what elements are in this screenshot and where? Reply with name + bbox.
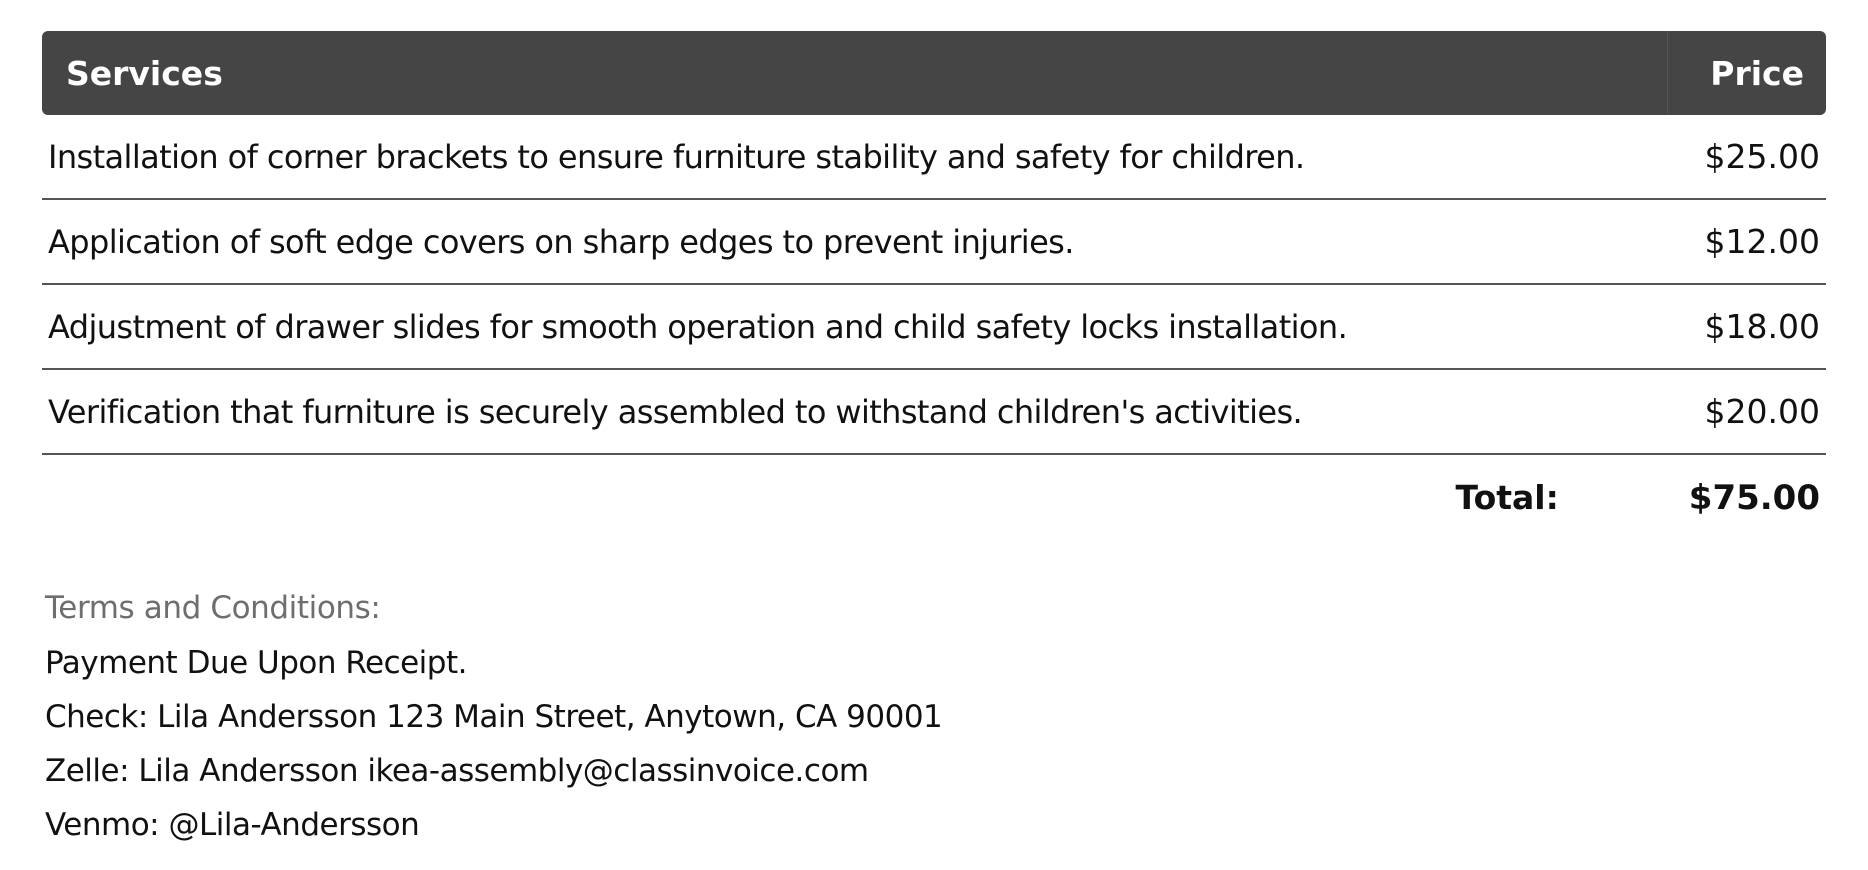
- services-table: [42, 31, 1826, 540]
- column-header-services: Services: [42, 31, 1668, 115]
- table-row: [42, 200, 1826, 285]
- service-description: Verification that furniture is securely assembled to withstand children's activities.: [48, 392, 1303, 431]
- venmo-payment-info: Venmo: @Lila-Andersson: [45, 807, 420, 843]
- terms-heading: Terms and Conditions:: [45, 590, 381, 626]
- table-row: [42, 115, 1826, 200]
- service-price: $12.00: [1704, 222, 1820, 261]
- service-price: $18.00: [1704, 307, 1820, 346]
- service-price: $20.00: [1704, 392, 1820, 431]
- terms-and-conditions: [45, 580, 942, 852]
- total-value: $75.00: [1688, 477, 1820, 518]
- table-row: [42, 285, 1826, 370]
- service-description: Installation of corner brackets to ensure furniture stability and safety for children.: [48, 137, 1305, 176]
- service-price: $25.00: [1704, 137, 1820, 176]
- column-header-price: Price: [1710, 53, 1804, 93]
- check-payment-info: Check: Lila Andersson 123 Main Street, Anytown, CA 90001: [45, 699, 943, 735]
- zelle-payment-info: Zelle: Lila Andersson ikea-assembly@classinvoice.com: [45, 753, 869, 789]
- table-header: [42, 31, 1826, 115]
- service-description: Application of soft edge covers on sharp edges to prevent injuries.: [48, 222, 1074, 261]
- total-row: [42, 455, 1826, 540]
- payment-due-note: Payment Due Upon Receipt.: [45, 645, 467, 681]
- service-description: Adjustment of drawer slides for smooth operation and child safety locks installation.: [48, 307, 1348, 346]
- total-label: Total:: [1455, 478, 1559, 517]
- table-row: [42, 370, 1826, 455]
